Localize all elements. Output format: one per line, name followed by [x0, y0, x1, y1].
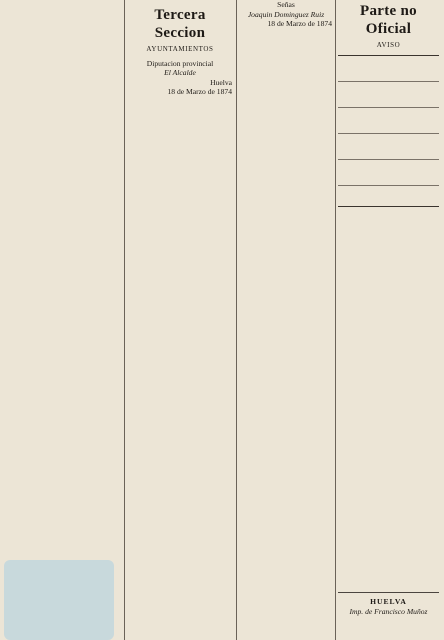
- imprint-printer: Imp. de Francisco Muñoz: [349, 606, 428, 616]
- table-row: [338, 82, 439, 108]
- imprint-city: HUELVA: [370, 597, 407, 606]
- column-rule: [236, 0, 237, 640]
- column-2: [128, 0, 232, 640]
- item-heading: Diputacion provincial: [146, 58, 214, 68]
- table-row: [338, 134, 439, 160]
- section-heading: Tercera Seccion: [154, 7, 206, 41]
- column-1: [10, 0, 121, 640]
- table-row: [338, 56, 439, 82]
- table: [338, 55, 439, 207]
- signature: El Alcalde: [164, 68, 196, 78]
- table-row: [338, 108, 439, 134]
- table-row: [338, 160, 439, 186]
- place: Huelva: [210, 77, 232, 87]
- item-heading: Señas: [277, 0, 295, 9]
- section-heading: Parte no Oficial: [360, 3, 417, 37]
- subsection-heading: AYUNTAMIENTOS: [146, 45, 214, 53]
- imprint: [338, 588, 439, 616]
- column-rule: [335, 0, 336, 640]
- date: 18 de Marzo de 1874: [267, 19, 332, 29]
- aviso-heading: AVISO: [376, 41, 401, 49]
- column-4: [338, 0, 439, 640]
- column-3: [240, 0, 332, 640]
- date: 18 de Marzo de 1874: [167, 87, 232, 97]
- signature: Joaquin Dominguez Ruiz: [247, 9, 325, 19]
- column-rule: [124, 0, 125, 640]
